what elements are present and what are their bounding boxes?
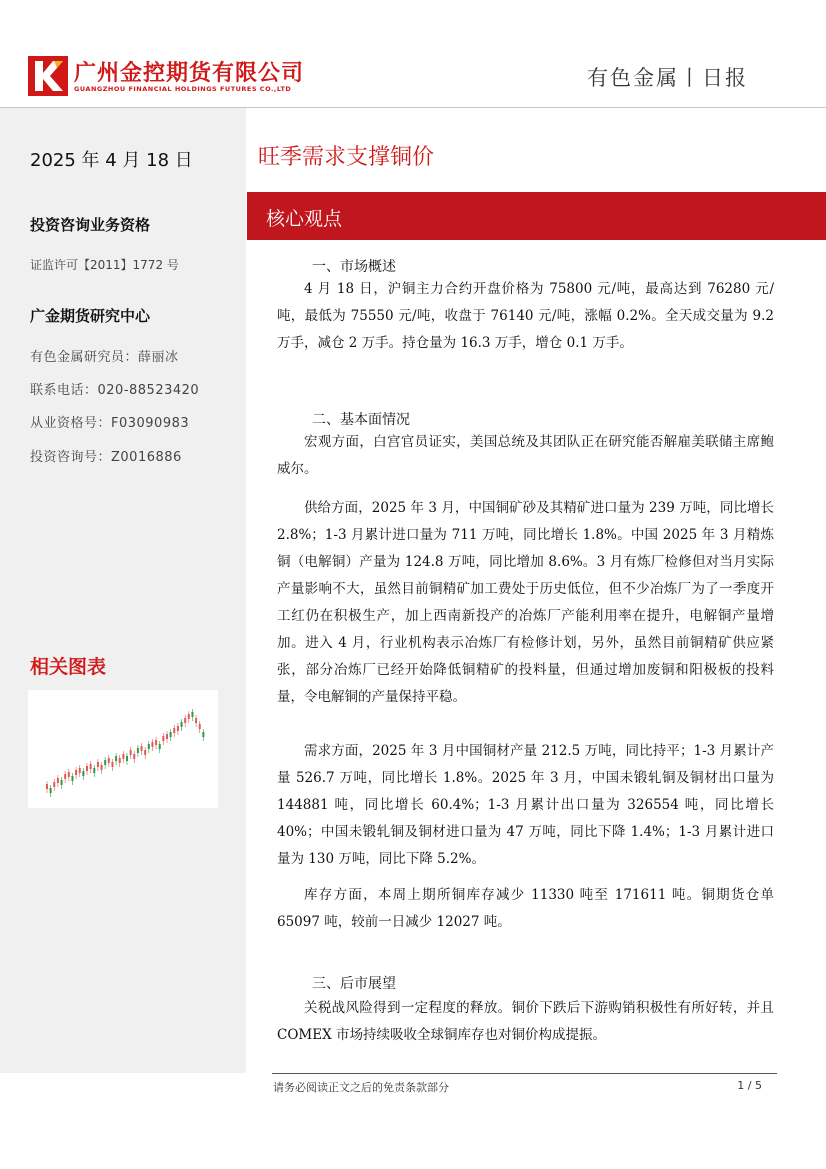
core-view-label: 核心观点 (266, 208, 343, 230)
thumb-candle-body (61, 780, 63, 785)
thumb-candle-body (82, 771, 84, 776)
paragraph-inventory: 库存方面，本周上期所铜库存减少 11330 吨至 171611 吨。铜期货仓单 65097 吨，较前一日减少 12027 吨。 (277, 887, 774, 930)
thumb-candle-body (71, 776, 73, 781)
thumb-candle-body (57, 778, 59, 783)
thumb-candle-body (170, 732, 172, 737)
thumb-candle-body (133, 754, 135, 759)
thumb-candle-body (53, 782, 55, 787)
thumb-candle-body (111, 762, 113, 767)
thumb-candle-body (159, 744, 161, 749)
thumb-candle-body (177, 726, 179, 731)
report-date: 2025 年 4 月 18 日 (30, 150, 193, 171)
thumb-candle-body (130, 750, 132, 755)
paragraph-supply: 供给方面，2025 年 3 月，中国铜矿砂及其精矿进口量为 239 万吨，同比增长 2.8%；1-3 月累计进口量为 711 万吨，同比增长 1.8%。中国 2025 年 3 月精炼铜（电解铜）产量为 124.8 万吨，同比增加 8.6%。3 月有炼厂检修但对当月实际产量影响不大，虽然目前铜精矿加工费处于历史低位，但不少冶炼厂为了一季度开工红仍在积极生产，加上西南新投产的冶炼厂产能利用率在提升，电解铜产量增加。进入 4 月，行业机构表示冶炼厂有检修计划，另外，虽然目前铜精矿供应紧张，部分冶炼厂已经开始降低铜精矿的投料量，但通过增加废铜和阳极板的投料量，令电解铜的产量保持平稳。 (277, 500, 774, 705)
thumb-candle-body (115, 756, 117, 761)
thumb-candle-body (141, 746, 143, 751)
company-logo-icon (28, 56, 68, 96)
company-name-en: GUANGZHOU FINANCIAL HOLDINGS FUTURES CO.,LTD (74, 85, 292, 93)
thumb-candle-body (148, 744, 150, 749)
related-charts-title: 相关图表 (30, 656, 107, 678)
research-center-name: 广金期货研究中心 (30, 307, 151, 325)
paragraph-macro: 宏观方面，白宫官员证实，美国总统及其团队正在研究能否解雇美联储主席鲍威尔。 (277, 434, 774, 477)
license-number: 证监许可【2011】1772 号 (30, 258, 179, 272)
thumb-candle-body (155, 740, 157, 745)
section-heading-market-overview: 一、市场概述 (312, 259, 396, 275)
thumb-candle-body (93, 768, 95, 773)
thumb-candle-body (199, 724, 201, 729)
report-title: 旺季需求支撑铜价 (258, 145, 435, 170)
left-sidebar (0, 108, 246, 1073)
thumb-candle-body (90, 764, 92, 769)
thumb-candle-body (46, 784, 48, 789)
analyst-consulting-no: 投资咨询号：Z0016886 (30, 450, 182, 465)
disclaimer-note: 请务必阅读正文之后的免责条款部分 (273, 1081, 449, 1094)
qualification-title: 投资咨询业务资格 (30, 216, 151, 234)
thumb-candle-body (79, 768, 81, 773)
thumb-candle-body (191, 712, 193, 717)
footer-divider (272, 1073, 777, 1074)
thumb-candle-body (50, 788, 52, 793)
thumb-candle-body (166, 734, 168, 739)
paragraph-demand: 需求方面，2025 年 3 月中国铜材产量 212.5 万吨，同比持平；1-3 月累计产量 526.7 万吨，同比增长 1.8%。2025 年 3 月，中国未锻轧铜及铜材出口量为 144881 吨，同比增长 60.4%；1-3 月累计出口量为 326554 吨，同比增长 40%；中国未锻轧铜及铜材进口量为 47 万吨，同比下降 1.4%；1-3 月累计进口量为 130 万吨，同比下降 5.2%。 (277, 743, 774, 867)
thumb-candle-body (122, 754, 124, 759)
thumb-candle-body (97, 762, 99, 767)
thumb-candle-body (202, 732, 204, 737)
analyst-name: 有色金属研究员：薛丽冰 (30, 350, 179, 365)
thumb-candle-body (151, 742, 153, 747)
section-heading-outlook: 三、后市展望 (312, 976, 396, 992)
paragraph-market-overview: 4 月 18 日，沪铜主力合约开盘价格为 75800 元/吨，最高达到 76280 元/吨，最低为 75550 元/吨，收盘于 76140 元/吨，涨幅 0.2%。全天成交量为 9.2 万手，减仓 2 万手。持仓量为 16.3 万手，增仓 0.1 万手。 (277, 281, 774, 351)
thumb-candle-body (181, 722, 183, 727)
thumb-candle-body (188, 714, 190, 719)
thumb-candle-body (119, 758, 121, 763)
page-number: 1 / 5 (737, 1079, 762, 1092)
company-name-cn: 广州金控期货有限公司 (74, 61, 305, 86)
thumb-candle-body (137, 748, 139, 753)
thumb-candle-body (184, 718, 186, 723)
thumb-candle-body (75, 770, 77, 775)
thumb-candle-body (86, 766, 88, 771)
related-chart-thumbnail (28, 690, 218, 808)
thumb-candle-body (101, 765, 103, 770)
thumb-candle-body (162, 736, 164, 741)
paragraph-outlook: 关税战风险得到一定程度的释放。铜价下跌后下游购销积极性有所好转，并且 COMEX 市场持续吸收全球铜库存也对铜价构成提振。 (277, 1000, 774, 1043)
thumb-candle-body (173, 728, 175, 733)
thumb-candle-body (144, 750, 146, 755)
thumb-candle-body (108, 758, 110, 763)
analyst-qualification-no: 从业资格号：F03090983 (30, 416, 190, 431)
thumb-candle-body (104, 760, 106, 765)
thumb-candle-body (64, 774, 66, 779)
report-type-label: 有色金属丨日报 (587, 66, 748, 90)
thumb-candle-body (195, 718, 197, 723)
analyst-phone: 联系电话：020-88523420 (30, 383, 200, 398)
section-heading-fundamentals: 二、基本面情况 (312, 412, 410, 428)
thumb-candle-body (126, 756, 128, 761)
thumb-candle-body (68, 772, 70, 777)
